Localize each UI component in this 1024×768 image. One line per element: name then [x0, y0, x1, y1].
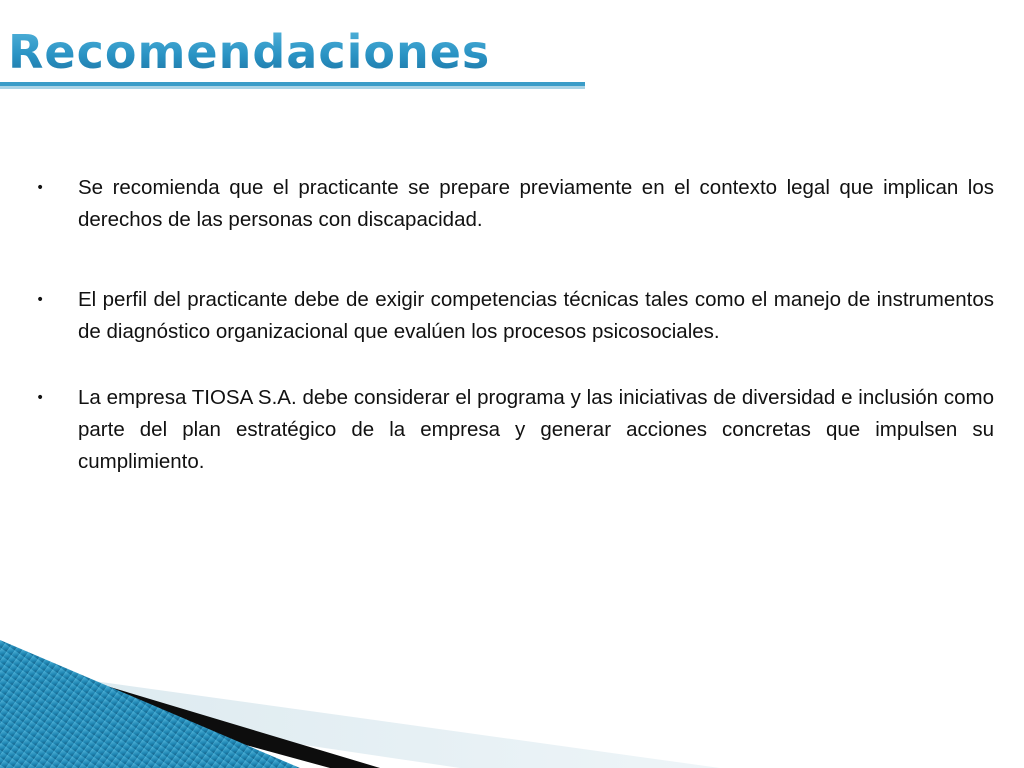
bullet-icon: •: [36, 292, 45, 308]
bullet-icon: •: [36, 180, 45, 196]
bullet-text: El perfil del practicante debe de exigir competencias técnicas tales como el manejo de instrumentos de diagnóstico organizacional que evalúen los procesos psicosociales.: [78, 288, 994, 343]
bullet-icon: •: [36, 390, 45, 406]
corner-decoration: [0, 640, 720, 768]
list-item: [36, 284, 994, 348]
list-item: [36, 172, 994, 236]
slide-title: Recomendaciones: [8, 22, 490, 82]
bullet-text: Se recomienda que el practicante se prepare previamente en el contexto legal que implican los derechos de las personas con discapacidad.: [78, 176, 994, 231]
title-underline: [0, 82, 585, 90]
list-item: [36, 382, 994, 478]
recommendations-list: [36, 172, 994, 478]
bullet-text: La empresa TIOSA S.A. debe considerar el programa y las iniciativas de diversidad e inclusión como parte del plan estratégico de la empresa y generar acciones concretas que impulsen su cumplimiento.: [78, 386, 994, 473]
